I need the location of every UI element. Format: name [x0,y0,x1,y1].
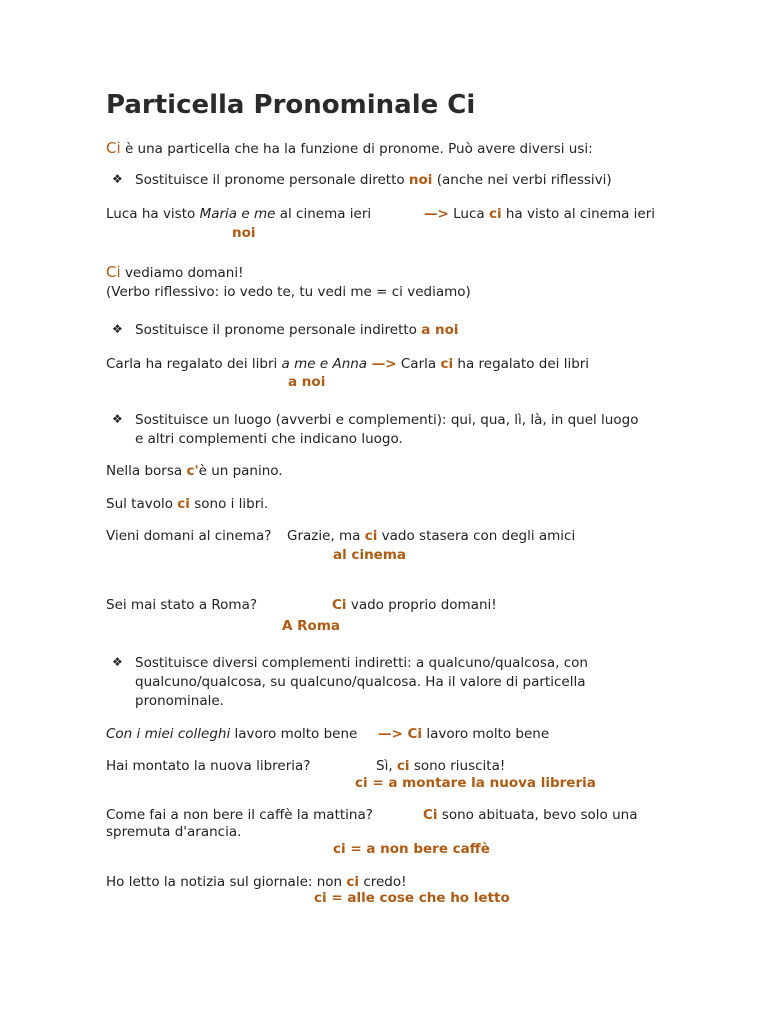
example-text: sono riuscita! [409,758,506,774]
bullet-text: Sostituisce il pronome personale diretto [135,172,409,188]
ci-highlight: Ci [106,139,121,157]
example-text: vediamo domani! [120,265,244,281]
example-text: sono abituata, bevo solo una [437,807,638,823]
example-8-right [378,725,549,743]
example-10-line2: spremuta d'arancia. [106,824,242,840]
page-title: Particella Pronominale Ci [106,90,476,120]
example-8-left [106,725,357,743]
example-italic: Con i miei colleghi [106,726,231,742]
example-text: al cinema ieri [275,206,372,222]
explanation-label: al cinema [333,547,407,563]
example-text: Carla [396,356,441,372]
example-text: ha visto al cinema ieri [501,206,656,222]
arrow-icon: —> [424,206,449,222]
example-text: Carla ha regalato dei libri [106,356,282,372]
example-text: Grazie, ma [287,528,365,544]
ci-highlight: Ci [106,263,121,281]
example-9-answer [376,757,505,775]
diamond-bullet-icon: ❖ [112,172,123,186]
ci-highlight: Ci [402,726,423,742]
bullet-item-1 [135,171,612,189]
example-1-left [106,205,371,223]
intro-paragraph [106,139,593,158]
ci-highlight: ci [364,528,378,544]
explanation-label: ci = alle cose che ho letto [314,890,510,906]
bullet-item-4-line1: Sostituisce diversi complementi indiretti: a qualcuno/qualcosa, con [135,655,588,671]
ci-highlight: a noi [421,322,459,338]
example-text: Ho letto la notizia sul giornale: non [106,874,347,890]
bullet-item-4-line2: qualcuno/qualcosa, su qualcuno/qualcosa. Ha il valore di particella [135,674,586,690]
example-text: lavoro molto bene [422,726,550,742]
example-10-question: Come fai a non bere il caffè la mattina? [106,807,373,823]
example-text: ha regalato dei libri [453,356,590,372]
example-7-question: Sei mai stato a Roma? [106,597,258,613]
example-text: Sul tavolo [106,496,178,512]
example-2-note: (Verbo riflessivo: io vedo te, tu vedi me = ci vediamo) [106,284,471,300]
ci-highlight: Ci [332,597,347,613]
example-3 [106,355,589,373]
ci-highlight: noi [408,172,433,188]
bullet-item-3-line1: Sostituisce un luogo (avverbi e complementi): qui, qua, lì, là, in quel luogo [135,412,639,428]
example-1-right [424,205,655,223]
explanation-label: a noi [288,374,326,390]
ci-highlight: ci [488,206,502,222]
bullet-item-4-line3: pronominale. [135,693,224,709]
example-text: Sì, [376,758,397,774]
example-text: sono i libri. [189,496,269,512]
explanation-label: A Roma [282,618,340,634]
example-10-answer [423,806,638,824]
example-6-answer [287,527,575,545]
ci-highlight: c' [186,463,199,479]
example-4 [106,462,283,480]
example-6-question: Vieni domani al cinema? [106,528,272,544]
ci-highlight: ci [346,874,360,890]
bullet-item-2 [135,321,459,339]
example-text: credo! [359,874,407,890]
ci-highlight: Ci [423,807,438,823]
explanation-label: ci = a non bere caffè [333,841,490,857]
example-italic: a me e Anna [281,356,368,372]
arrow-icon: —> [378,726,403,742]
example-text: Luca [448,206,489,222]
ci-highlight: ci [440,356,454,372]
explanation-label: ci = a montare la nuova libreria [355,775,596,791]
example-text: è un panino. [198,463,283,479]
example-2 [106,263,244,282]
example-text: vado stasera con degli amici [377,528,576,544]
example-9-question: Hai montato la nuova libreria? [106,758,311,774]
bullet-text: Sostituisce il pronome personale indiretto [135,322,422,338]
ci-highlight: ci [396,758,410,774]
explanation-label: noi [232,225,256,241]
bullet-item-3-line2: e altri complementi che indicano luogo. [135,431,403,447]
diamond-bullet-icon: ❖ [112,655,123,669]
example-text: lavoro molto bene [230,726,358,742]
example-7-answer [332,596,497,614]
example-text: Luca ha visto [106,206,200,222]
example-italic: Maria e me [199,206,276,222]
bullet-text: (anche nei verbi riflessivi) [432,172,612,188]
diamond-bullet-icon: ❖ [112,412,123,426]
diamond-bullet-icon: ❖ [112,322,123,336]
ci-highlight: ci [177,496,190,512]
example-text: Nella borsa [106,463,187,479]
intro-text: è una particella che ha la funzione di pronome. Può avere diversi usi: [120,141,593,157]
example-text: vado proprio domani! [346,597,497,613]
example-5 [106,495,268,513]
arrow-icon: —> [367,356,397,372]
